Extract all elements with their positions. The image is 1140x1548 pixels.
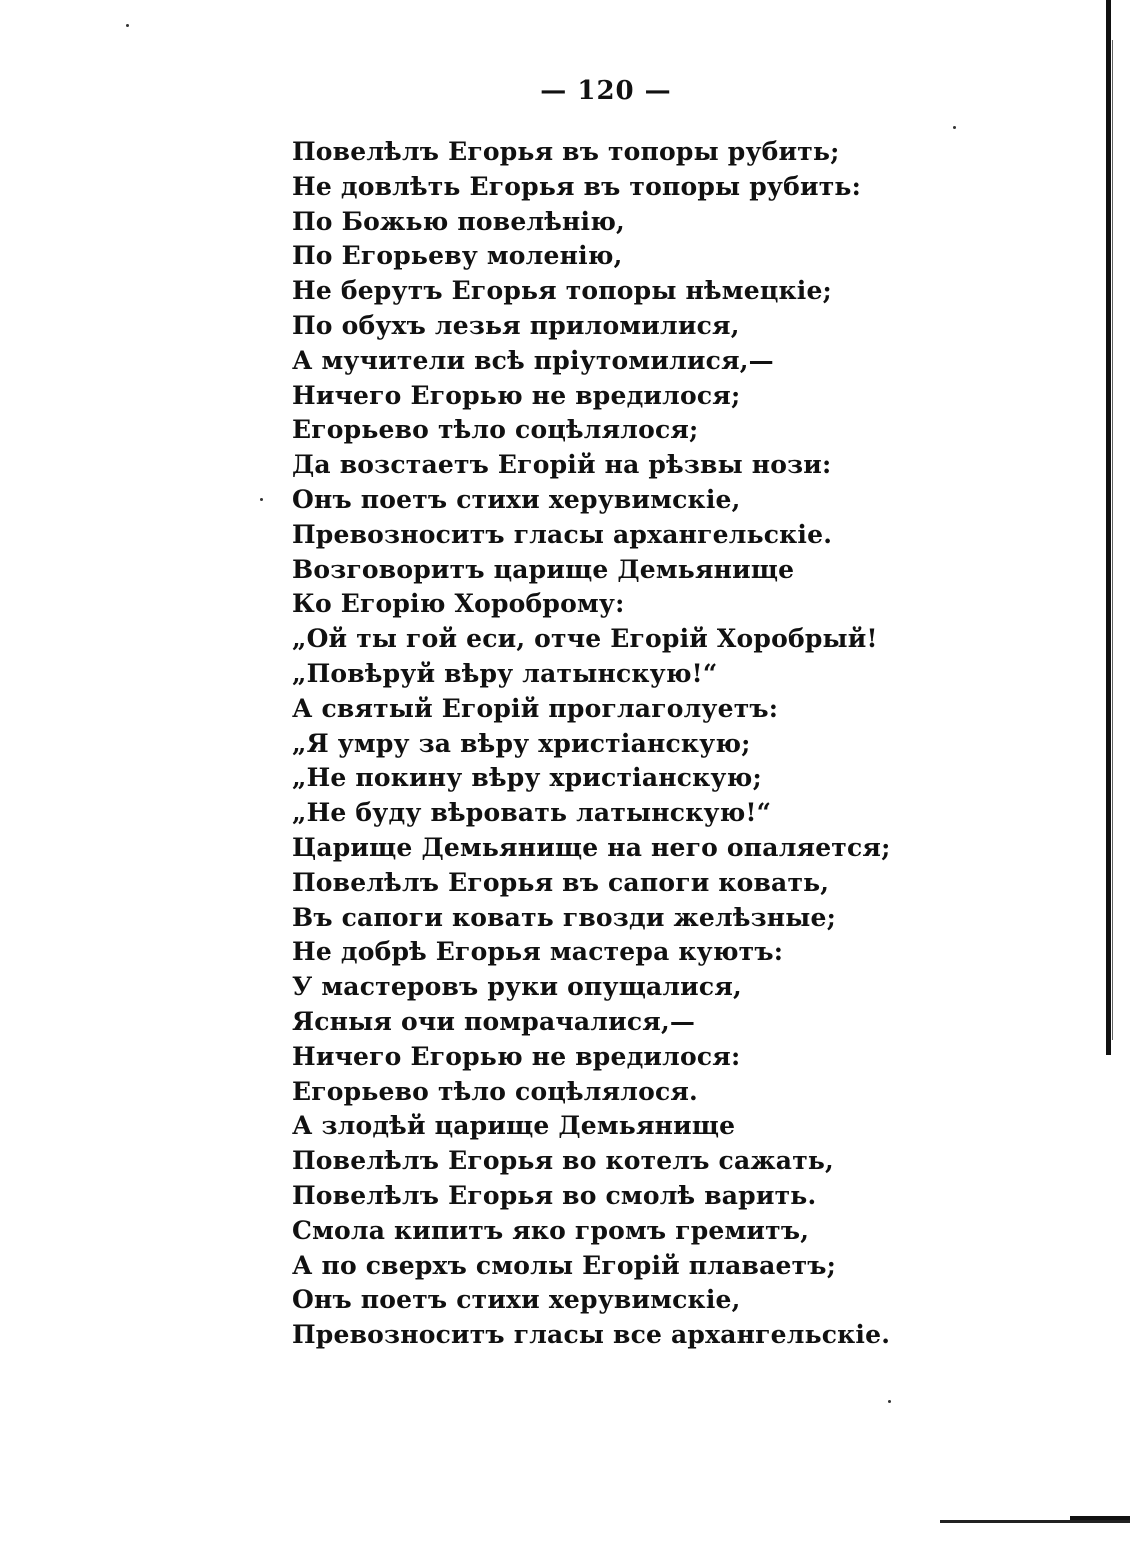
- verse-line: Не довлѣть Егорья въ топоры рубить:: [292, 171, 861, 201]
- verse-line: „Не покину вѣру христіанскую;: [292, 763, 762, 793]
- page-edge-shadow-thin: [1112, 40, 1113, 1040]
- bottom-rule-mark: [1070, 1516, 1130, 1520]
- verse-line: Царище Демьянище на него опаляется;: [292, 832, 891, 862]
- verse-line: По Егорьеву моленію,: [292, 241, 623, 271]
- verse-line: Превозноситъ гласы все архангельскіе.: [292, 1320, 891, 1350]
- verse-line: Повелѣлъ Егорья въ топоры рубить;: [292, 137, 840, 166]
- verse-line: Не берутъ Егорья топоры нѣмецкіе;: [292, 276, 832, 306]
- verse-line: „Повѣруй вѣру латынскую!“: [292, 658, 718, 688]
- verse-line: Егорьево тѣло соцѣлялося.: [292, 1076, 698, 1106]
- verse-line: „Я умру за вѣру христіанскую;: [292, 728, 751, 758]
- verse-line: Повелѣлъ Егорья во котелъ сажать,: [292, 1146, 834, 1176]
- verse-line: А святый Егорій проглаголуетъ:: [292, 693, 779, 723]
- verse-line: Въ сапоги ковать гвозди желѣзные;: [292, 902, 837, 932]
- verse-line: Ясныя очи помрачалися,—: [292, 1006, 696, 1036]
- verse-line: „Не буду вѣровать латынскую!“: [292, 798, 772, 828]
- verse-line: А злодѣй царище Демьянище: [292, 1111, 736, 1141]
- verse-line: Повелѣлъ Егорья въ сапоги ковать,: [292, 867, 830, 897]
- bottom-rule: [940, 1520, 1130, 1523]
- verse-line: Да возстаетъ Егорій на рѣзвы нози:: [292, 450, 832, 480]
- verse-line: У мастеровъ руки опущалися,: [292, 972, 742, 1002]
- page-number: — 120 —: [540, 76, 672, 106]
- print-speck: [953, 126, 956, 129]
- print-speck: [260, 498, 263, 501]
- verse-line: Егорьево тѣло соцѣлялося;: [292, 415, 699, 445]
- verse-line: Онъ поетъ стихи херувимскіе,: [292, 1285, 741, 1315]
- verse-line: Онъ поетъ стихи херувимскіе,: [292, 484, 741, 514]
- verse-line: По Божью повелѣнію,: [292, 206, 625, 236]
- verse-line: Не добрѣ Егорья мастера куютъ:: [292, 937, 784, 967]
- page-edge-shadow: [1106, 0, 1111, 1055]
- verse-line: А мучители всѣ пріутомилися,—: [292, 345, 774, 375]
- print-speck: [888, 1400, 891, 1403]
- verse-line: Смола кипитъ яко громъ гремитъ,: [292, 1215, 810, 1245]
- verse-line: Ничего Егорью не вредилося:: [292, 1041, 741, 1071]
- verse-line: Возговоритъ царище Демьянище: [292, 554, 795, 584]
- verse-line: Ничего Егорью не вредилося;: [292, 380, 741, 410]
- verse-block: [292, 135, 891, 1353]
- verse-line: „Ой ты гой еси, отче Егорій Хоробрый!: [292, 624, 878, 654]
- verse-line: Повелѣлъ Егорья во смолѣ варить.: [292, 1180, 817, 1210]
- verse-line: А по сверхъ смолы Егорій плаваетъ;: [292, 1250, 837, 1280]
- verse-line: Ко Егорію Хороброму:: [292, 589, 625, 619]
- print-speck: [126, 24, 129, 27]
- verse-line: Превозноситъ гласы архангельскіе.: [292, 519, 833, 549]
- verse-line: По обухъ лезья приломилися,: [292, 310, 740, 340]
